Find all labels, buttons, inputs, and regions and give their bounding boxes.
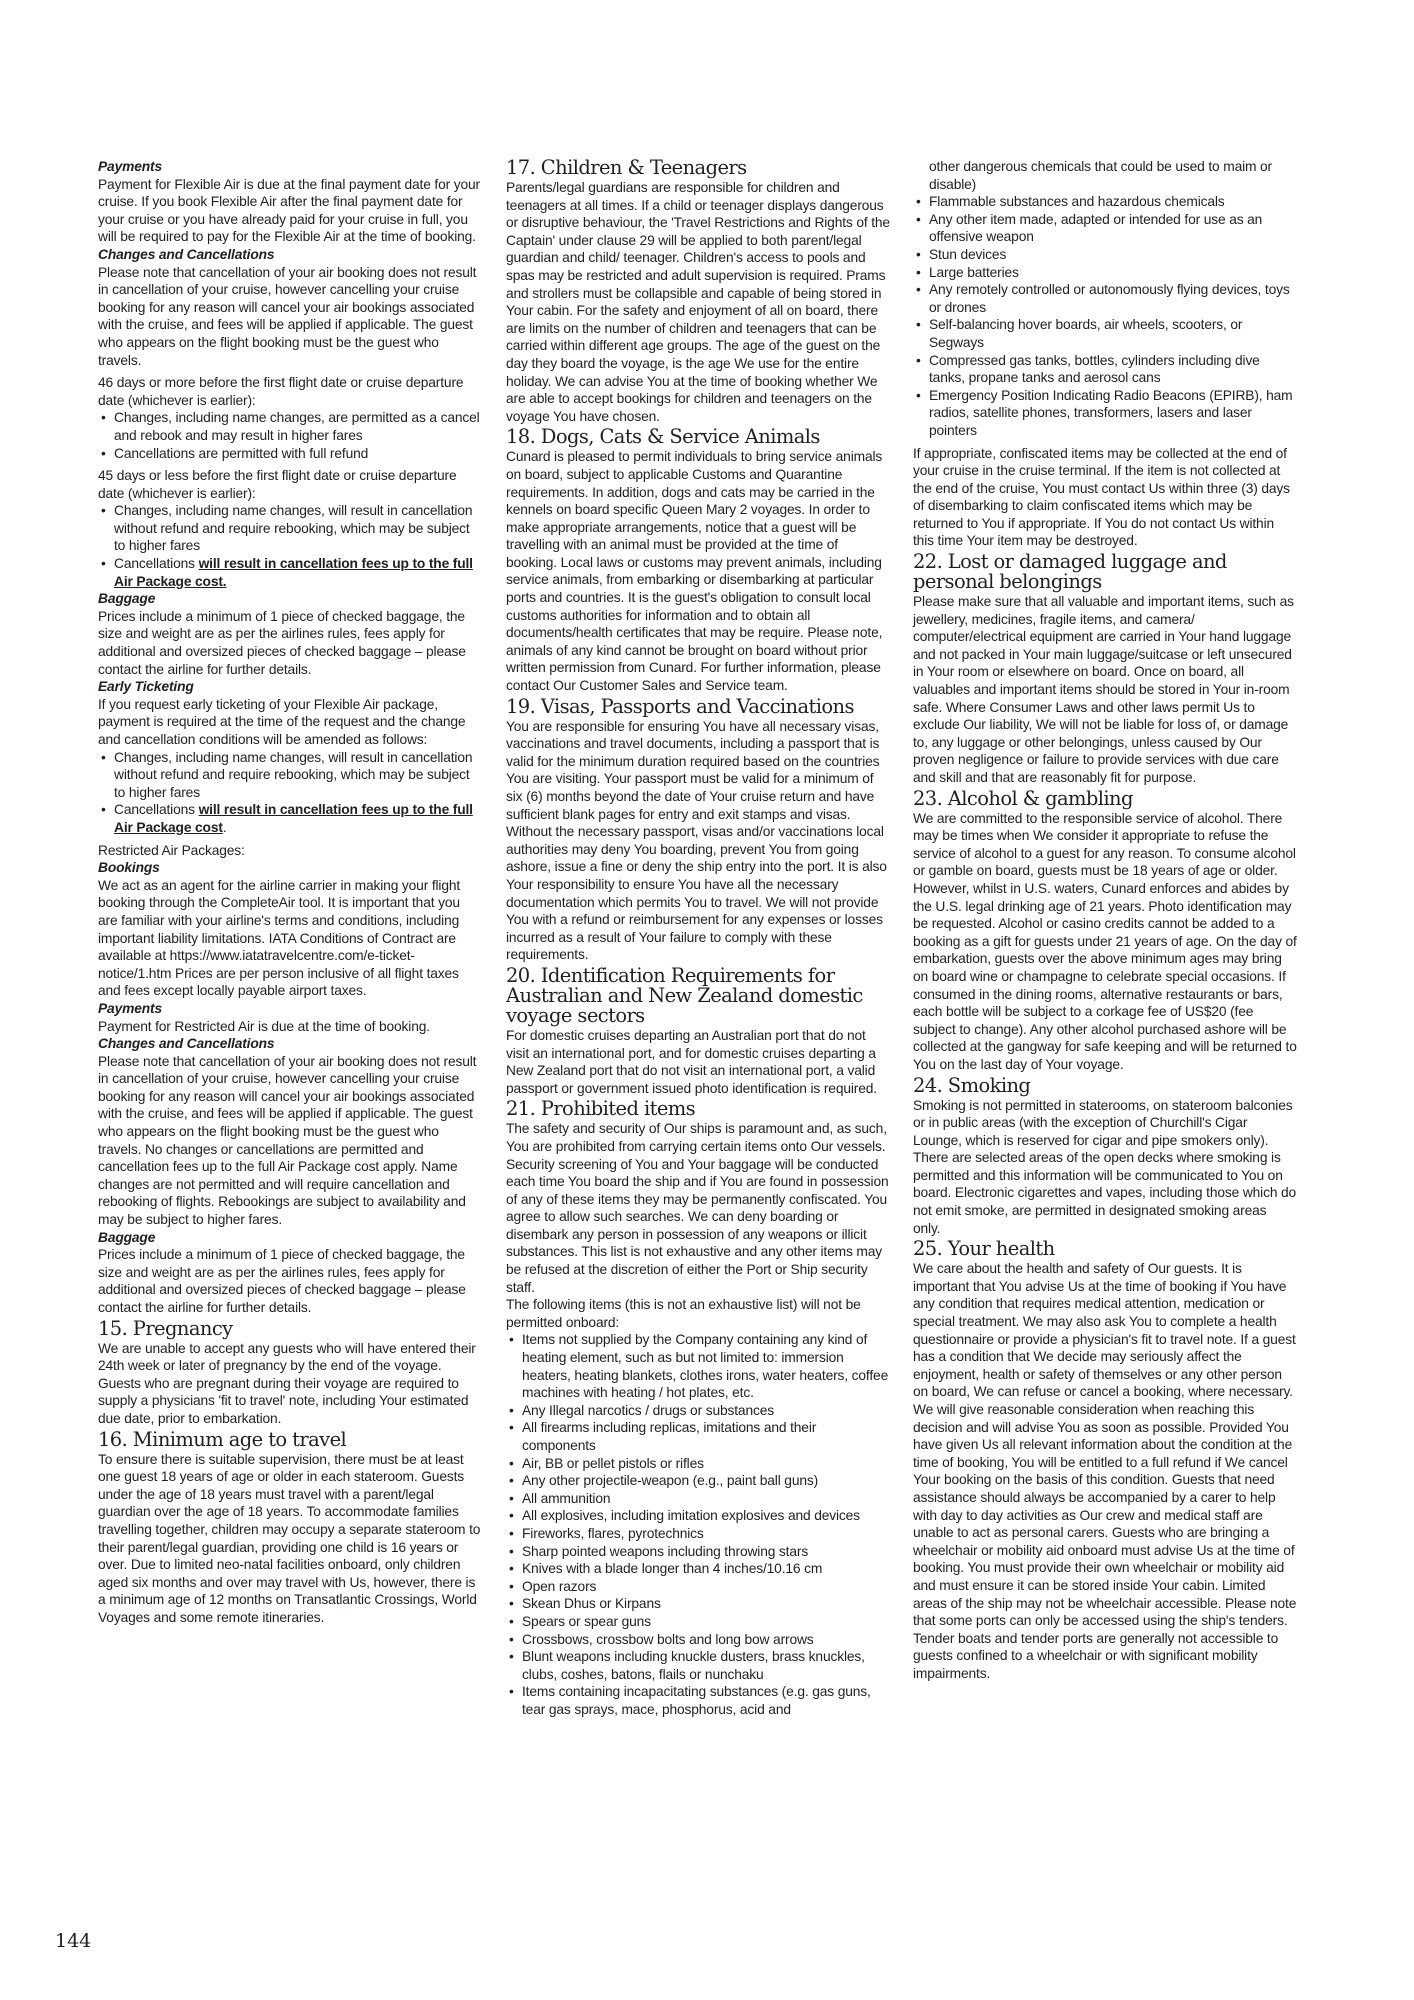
list-item: • Knives with a blade longer than 4 inches/10.16 cm [522, 1560, 890, 1578]
bullet-list [98, 749, 482, 837]
column-1 [98, 158, 482, 1627]
list-item: • Self-balancing hover boards, air wheels, scooters, or Segways [929, 316, 1297, 351]
section-heading-17: 17. Children & Teenagers [506, 156, 747, 179]
section-heading-18: 18. Dogs, Cats & Service Animals [506, 425, 820, 449]
list-item: • Sharp pointed weapons including throwing stars [522, 1543, 890, 1561]
paragraph: Payment for Restricted Air is due at the time of booking. [98, 1018, 430, 1034]
paragraph: For domestic cruises departing an Australian port that do not visit an international port, and for domestic cruises departing a New Zealand port that do not visit an international port, a valid passport or government issued photo identification is required. [506, 1027, 877, 1096]
list-item: • All explosives, including imitation explosives and devices [522, 1507, 890, 1525]
list-item: • Cancellations are permitted with full refund [114, 445, 482, 463]
list-item: • Skean Dhus or Kirpans [522, 1595, 890, 1613]
list-item: • Flammable substances and hazardous chemicals [929, 193, 1297, 211]
paragraph: If you request early ticketing of your Flexible Air package, payment is required at the time of the request and the change and cancellation conditions will be amended as follows: [98, 696, 466, 747]
list-item: • Changes, including name changes, will result in cancellation without refund and require rebooking, which may be subject to higher fares [114, 502, 482, 555]
list-item: • Crossbows, crossbow bolts and long bow arrows [522, 1631, 890, 1649]
prohibited-items-list [506, 1331, 890, 1718]
paragraph: Restricted Air Packages: [98, 842, 245, 858]
list-item-text: Cancellations [114, 556, 199, 572]
subheading-baggage: Baggage [98, 1229, 156, 1245]
section-heading-15: 15. Pregnancy [98, 1316, 233, 1340]
list-item: • All ammunition [522, 1490, 890, 1508]
list-item: • Any remotely controlled or autonomously flying devices, toys or drones [929, 281, 1297, 316]
list-item: • Stun devices [929, 246, 1297, 264]
list-item: • Changes, including name changes, will result in cancellation without refund and require rebooking, which may be subject to higher fares [114, 749, 482, 802]
paragraph: Please make sure that all valuable and important items, such as jewellery, medicines, fragile items, and camera/ computer/electrical equipment are carried in Your hand luggage and not packed in Your main luggage/suitcase or left unsecured in Your room or elsewhere on board. Once on board, all valuables and important items should be stored in Your in-room safe. Where Consumer Laws and other laws permit Us to exclude Our liability, We will not be liable for loss of, or damage to, any luggage or other belongings, unless caused by Our proven negligence or failure to provide services with due care and skill and that are reasonably fit for purpose. [913, 594, 1294, 785]
list-item: • Any other item made, adapted or intended for use as an offensive weapon [929, 211, 1297, 246]
list-item [114, 555, 482, 590]
list-item: • Any other projectile-weapon (e.g., paint ball guns) [522, 1472, 890, 1490]
list-item: • Changes, including name changes, are permitted as a cancel and rebook and may result in higher fares [114, 409, 482, 444]
section-heading-23: 23. Alcohol & gambling [913, 786, 1133, 810]
paragraph: If appropriate, confiscated items may be collected at the end of your cruise in the cruise terminal. If the item is not collected at the end of the cruise, You must contact Us within three (3) days of disembarking to claim confiscated items which may be returned to You if appropriate. If You do not contact Us within this time Your item may be destroyed. [913, 445, 1290, 549]
list-item: • Fireworks, flares, pyrotechnics [522, 1525, 890, 1543]
bullet-list [98, 502, 482, 590]
paragraph: The safety and security of Our ships is paramount and, as such, You are prohibited from carrying certain items onto Our vessels. Security screening of You and Your baggage will be conducted each time You board the ship and if You are found in possession of any of these items they may be permanently confiscated. You agree to allow such searches. We can deny boarding or disembark any person in possession of any weapons or illicit substances. This list is not exhaustive and any other items may be refused at the discretion of either the Port or Ship security staff. [506, 1121, 889, 1295]
list-item: • Large batteries [929, 264, 1297, 282]
paragraph: Please note that cancellation of your air booking does not result in cancellation of your cruise, however cancelling your cruise booking for any reason will cancel your air bookings associated with the cruise, and fees will be applied if applicable. The guest who appears on the flight booking must be the guest who travels. No changes or cancellations are permitted and cancellation fees up to the full Air Package cost apply. Name changes are not permitted and will require cancellation and rebooking of flights. Rebookings are subject to availability and may be subject to higher fares. [98, 1053, 477, 1228]
section-heading-21: 21. Prohibited items [506, 1097, 696, 1121]
section-heading-22: 22. Lost or damaged luggage and personal belongings [913, 550, 1227, 594]
paragraph: Smoking is not permitted in staterooms, on stateroom balconies or in public areas (with the exception of Churchill's Cigar Lounge, which is reserved for cigar and pipe smokers only). There are selected areas of the open decks where smoking is permitted and this information will be communicated to You on board. Electronic cigarettes and vapes, including those which do not emit smoke, are permitted in designated smoking areas only. [913, 1097, 1297, 1236]
prohibited-items-list-continued [913, 158, 1297, 440]
paragraph: We are committed to the responsible service of alcohol. There may be times when We consider it appropriate to refuse the service of alcohol to a guest for any reason. To consume alcohol or gamble on board, guests must be 18 years of age or older. However, whilst in U.S. waters, Cunard enforces and abides by the U.S. legal drinking age of 21 years. Photo identification may be requested. Alcohol or casino credits cannot be added to a booking as a gift for guests under 21 years of age. On the day of embarkation, guests over the above minimum ages may bring on board wine or champagne to celebrate special occasions. If consumed in the dining rooms, alternative restaurants or bars, each bottle will be subject to a corkage fee of US$20 (fee subject to change). Any other alcohol purchased ashore will be collected at the gangway for safe keeping and will be returned to You on the last day of Your voyage. [913, 810, 1297, 1072]
paragraph: Prices include a minimum of 1 piece of checked baggage, the size and weight are as per the airlines rules, fees apply for additional and oversized pieces of checked baggage – please contact the airline for further details. [98, 608, 466, 677]
list-item: • Any Illegal narcotics / drugs or substances [522, 1402, 890, 1420]
emphasis-text: will result in cancellation fees up to the full Air Package cost [114, 802, 473, 835]
paragraph: You are responsible for ensuring You have all necessary visas, vaccinations and travel documents, including a passport that is valid for the minimum duration required based on the countries You are visiting. Your passport must be valid for a minimum of six (6) months beyond the date of Your cruise return and have sufficient blank pages for entry and exit stamps and visas. Without the necessary passport, visas and/or vaccinations local authorities may deny You boarding, prevent You from going ashore, issue a fine or deny the ship entry into the port. It is also Your responsibility to ensure You have all the necessary documentation which permits You to travel. We will not provide You with a refund or reimbursement for any expenses or losses incurred as a result of Your failure to comply with these requirements. [506, 718, 887, 963]
section-heading-25: 25. Your health [913, 1237, 1055, 1261]
list-item: • Emergency Position Indicating Radio Beacons (EPIRB), ham radios, satellite phones, transformers, lasers and laser pointers [929, 387, 1297, 440]
list-item-text: . [222, 819, 227, 835]
list-item: • Items containing incapacitating substances (e.g. gas guns, tear gas sprays, mace, phosphorus, acid and [522, 1683, 890, 1718]
subheading-payments: Payments [98, 159, 162, 174]
section-heading-16: 16. Minimum age to travel [98, 1427, 347, 1451]
list-item: • Spears or spear guns [522, 1613, 890, 1631]
list-item: • All firearms including replicas, imitations and their components [522, 1419, 890, 1454]
paragraph: Payment for Flexible Air is due at the final payment date for your cruise. If you book Flexible Air after the final payment date for your cruise or you have already paid for your cruise in full, you will be required to pay for the Flexible Air at the time of booking. [98, 176, 480, 245]
list-item [114, 801, 482, 836]
subheading-early-ticketing: Early Ticketing [98, 679, 194, 695]
paragraph: Parents/legal guardians are responsible for children and teenagers at all times. If a child or teenager displays dangerous or disruptive behaviour, the 'Travel Restrictions and Rights of the Captain' under clause 29 will be applied to both parent/legal guardian and child/ teenager. Children's access to pools and spas may be restricted and adult supervision is required. Prams and strollers must be collapsible and capable of being stored in Your cabin. For the safety and enjoyment of all on board, there are limits on the number of children and teenagers that can be carried within different age groups. The age of the guest on the day they board the voyage, is the age We use for the entire holiday. We can advise You at the time of booking whether We are able to accept bookings for children and teenagers on the voyage You have chosen. [506, 180, 890, 424]
paragraph: 45 days or less before the first flight date or cruise departure date (whichever is earlier): [98, 468, 457, 501]
list-item-continuation: other dangerous chemicals that could be used to maim or disable) [929, 159, 1272, 192]
section-heading-24: 24. Smoking [913, 1073, 1031, 1097]
subheading-payments: Payments [98, 1000, 162, 1016]
emphasis-text: will result in cancellation fees up to the full Air Package cost. [114, 556, 473, 589]
list-item: • Blunt weapons including knuckle dusters, brass knuckles, clubs, coshes, batons, flails or nunchaku [522, 1648, 890, 1683]
column-2 [506, 158, 890, 1719]
subheading-bookings: Bookings [98, 860, 160, 876]
subheading-changes-cancellations: Changes and Cancellations [98, 1036, 275, 1052]
paragraph: Please note that cancellation of your air booking does not result in cancellation of your cruise, however cancelling your cruise booking for any reason will cancel your air bookings associated with the cruise, and fees will be applied if applicable. The guest who appears on the flight booking must be the guest who travels. [98, 264, 477, 368]
column-3 [913, 158, 1297, 1683]
paragraph: We act as an agent for the airline carrier in making your flight booking through the CompleteAir tool. It is important that you are familiar with your airline's terms and conditions, including important liability limitations. IATA Conditions of Contract are available at https://www.iatatravelcentre.com/e-ticket-notice/1.htm Prices are per person inclusive of all flight taxes and fees except locally payable airport taxes. [98, 877, 461, 999]
paragraph: We are unable to accept any guests who will have entered their 24th week or later of pregnancy by the end of the voyage. Guests who are pregnant during their voyage are required to supply a physicians 'fit to travel' note, including Your estimated due date, prior to embarkation. [98, 1340, 476, 1426]
paragraph: Prices include a minimum of 1 piece of checked baggage, the size and weight are as per the airlines rules, fees apply for additional and oversized pieces of checked baggage – please contact the airline for further details. [98, 1247, 466, 1315]
paragraph: 46 days or more before the first flight date or cruise departure date (whichever is earlier): [98, 375, 464, 408]
list-item: • Air, BB or pellet pistols or rifles [522, 1455, 890, 1473]
paragraph: To ensure there is suitable supervision, there must be at least one guest 18 years of age or older in each stateroom. Guests under the age of 18 years must travel with a parent/legal guardian over the age of 18 years. To accommodate families travelling together, children may occupy a separate stateroom to their parent/legal guardian, providing one child is 16 years or over. Due to limited neo-natal facilities onboard, only children aged six months and over may travel with Us, however, there is a minimum age of 12 months on Transatlantic Crossings, World Voyages and some remote itineraries. [98, 1451, 481, 1625]
paragraph: Cunard is pleased to permit individuals to bring service animals on board, subject to applicable Customs and Quarantine requirements. In addition, dogs and cats may be carried in the kennels on board specific Queen Mary 2 voyages. In order to make appropriate arrangements, notice that a guest will be travelling with an animal must be provided at the time of booking. Local laws or customs may prevent animals, including service animals, from embarking or disembarking at particular ports and countries. It is the guest's obligation to consult local customs authorities for information and to obtain all documents/health certificates that may be require. Please note, animals of any kind cannot be brought on board without prior written permission from Cunard. For further information, please contact Our Customer Sales and Service team. [506, 449, 883, 694]
subheading-changes-cancellations: Changes and Cancellations [98, 246, 275, 262]
bullet-list [98, 409, 482, 462]
section-heading-19: 19. Visas, Passports and Vaccinations [506, 694, 854, 718]
paragraph: The following items (this is not an exhaustive list) will not be permitted onboard: [506, 1297, 861, 1330]
page-number: 144 [55, 1930, 92, 1952]
paragraph: We care about the health and safety of Our guests. It is important that You advise Us at the time of booking if You have any condition that requires medical attention, medication or special treatment. We may also ask You to complete a health questionnaire or provide a physician's fit to travel note. If a guest has a condition that We decide may seriously affect the enjoyment, health or safety of themselves or any other person on board, We can refuse or cancel a booking, where necessary. We will give reasonable consideration when reaching this decision and will advise You as soon as possible. Provided You have given Us all relevant information about the condition at the time of booking, You will be entitled to a full refund if We cancel Your booking on the basis of this condition. Guests that need assistance should always be accompanied by a carer to help with day to day activities as Our crew and medical staff are unable to act as personal carers. Guests who are bringing a wheelchair or mobility aid onboard must advise Us at the time of booking. You must provide their own wheelchair or mobility aid and must ensure it can be stored inside Your cabin. Limited areas of the ship may not be wheelchair accessible. Please note that some ports can only be accessed using the ship's tenders. Tender boats and tender ports are generally not accessible to guests confined to a wheelchair or with significant mobility impairments. [913, 1261, 1297, 1681]
list-item: • Items not supplied by the Company containing any kind of heating element, such as but not limited to: immersion heaters, heating blankets, clothes irons, water heaters, coffee machines with heating / hot plates, etc. [522, 1331, 890, 1401]
subheading-baggage: Baggage [98, 591, 156, 607]
list-item: • Open razors [522, 1578, 890, 1596]
list-item: • Compressed gas tanks, bottles, cylinders including dive tanks, propane tanks and aerosol cans [929, 352, 1297, 387]
list-item-text: Cancellations [114, 802, 199, 818]
section-heading-20: 20. Identification Requirements for Australian and New Zealand domestic voyage sectors [506, 963, 863, 1027]
